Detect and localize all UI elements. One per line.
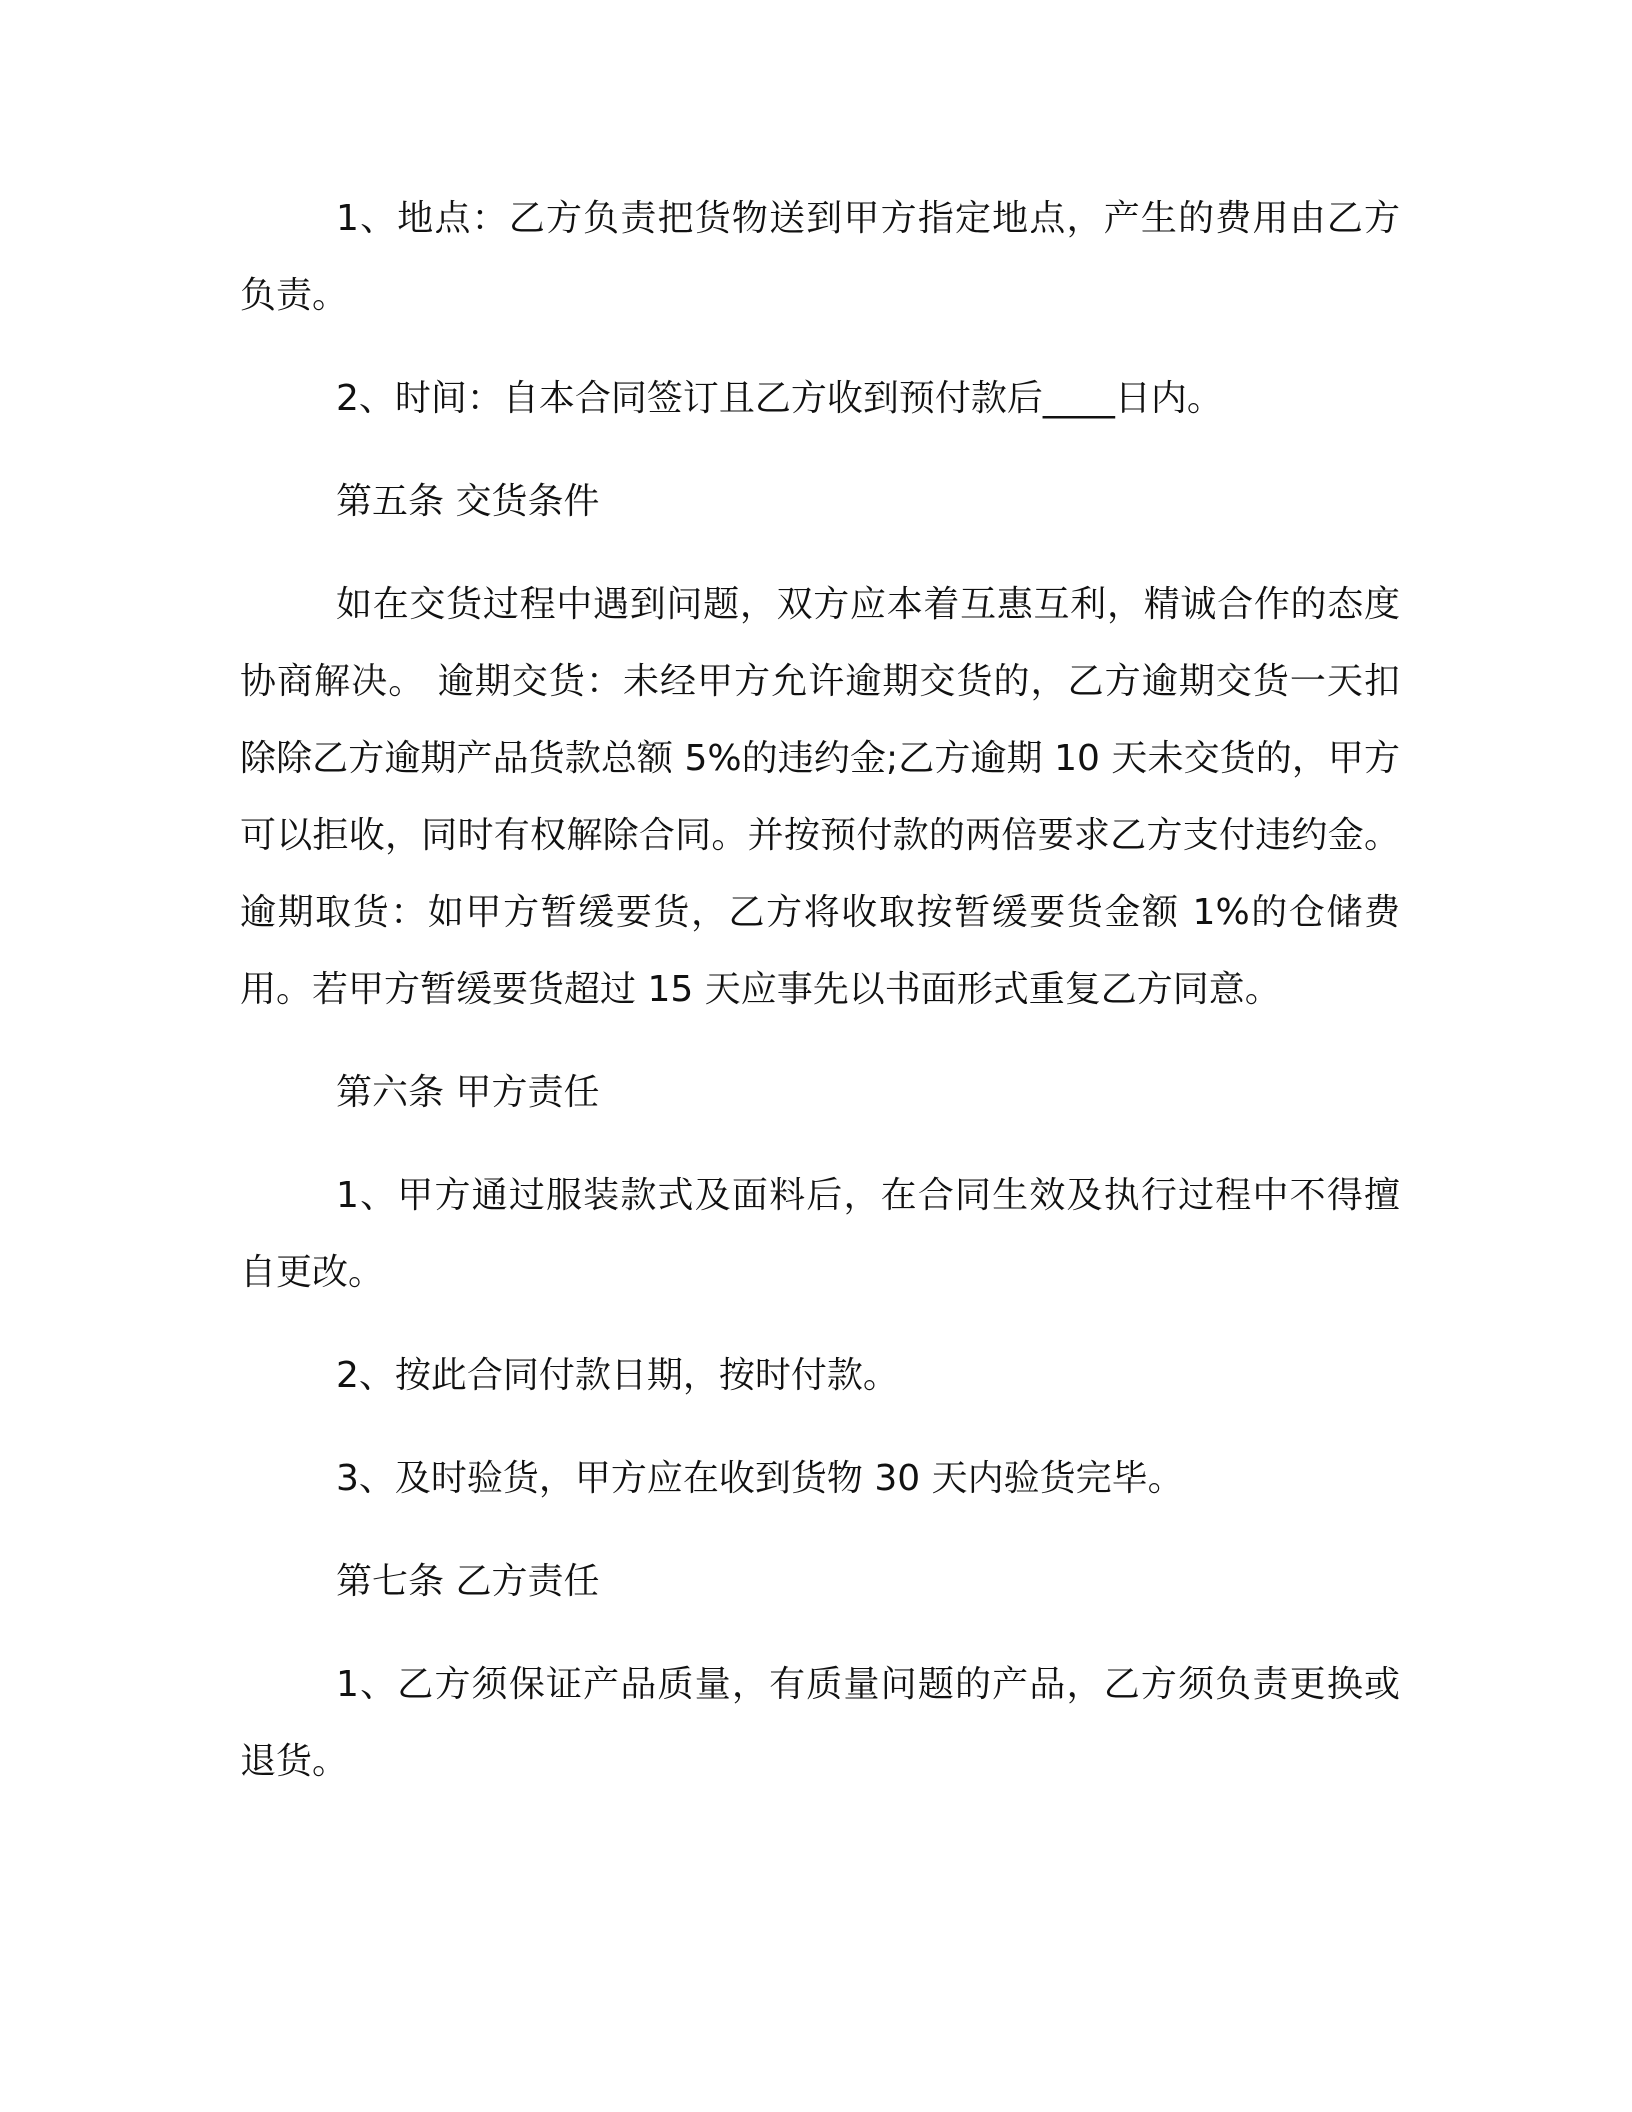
- article-6-heading: 第六条 甲方责任: [336, 1072, 600, 1113]
- article-5-body: 如在交货过程中遇到问题，双方应本着互惠互利，精诚合作的态度协商解决。 逾期交货：未经甲方允许逾期交货的，乙方逾期交货一天扣除除乙方逾期产品货款总额 5%的违约金;乙方逾期 10 天未交货的，甲方可以拒收，同时有权解除合同。并按预付款的两倍要求乙方支付违约金。逾期取货：如甲方暂缓要货，乙方将收取按暂缓要货金额 1%的仓储费用。若甲方暂缓要货超过 15 天应事先以书面形式重复乙方同意。: [240, 584, 1400, 1010]
- clause-location: 1、地点：乙方负责把货物送到甲方指定地点，产生的费用由乙方负责。: [240, 198, 1400, 316]
- article-6-item-2: 2、按此合同付款日期，按时付款。: [336, 1355, 899, 1396]
- article-6-item-1: 1、甲方通过服装款式及面料后，在合同生效及执行过程中不得擅自更改。: [240, 1175, 1400, 1293]
- document-page: [240, 180, 1400, 1826]
- article-7-heading: 第七条 乙方责任: [336, 1561, 600, 1602]
- article-5-heading: 第五条 交货条件: [336, 481, 600, 522]
- clause-time: 2、时间：自本合同签订且乙方收到预付款后____日内。: [336, 378, 1223, 419]
- article-6-item-3: 3、及时验货，甲方应在收到货物 30 天内验货完毕。: [336, 1458, 1184, 1499]
- article-7-item-1: 1、乙方须保证产品质量，有质量问题的产品，乙方须负责更换或退货。: [240, 1664, 1400, 1782]
